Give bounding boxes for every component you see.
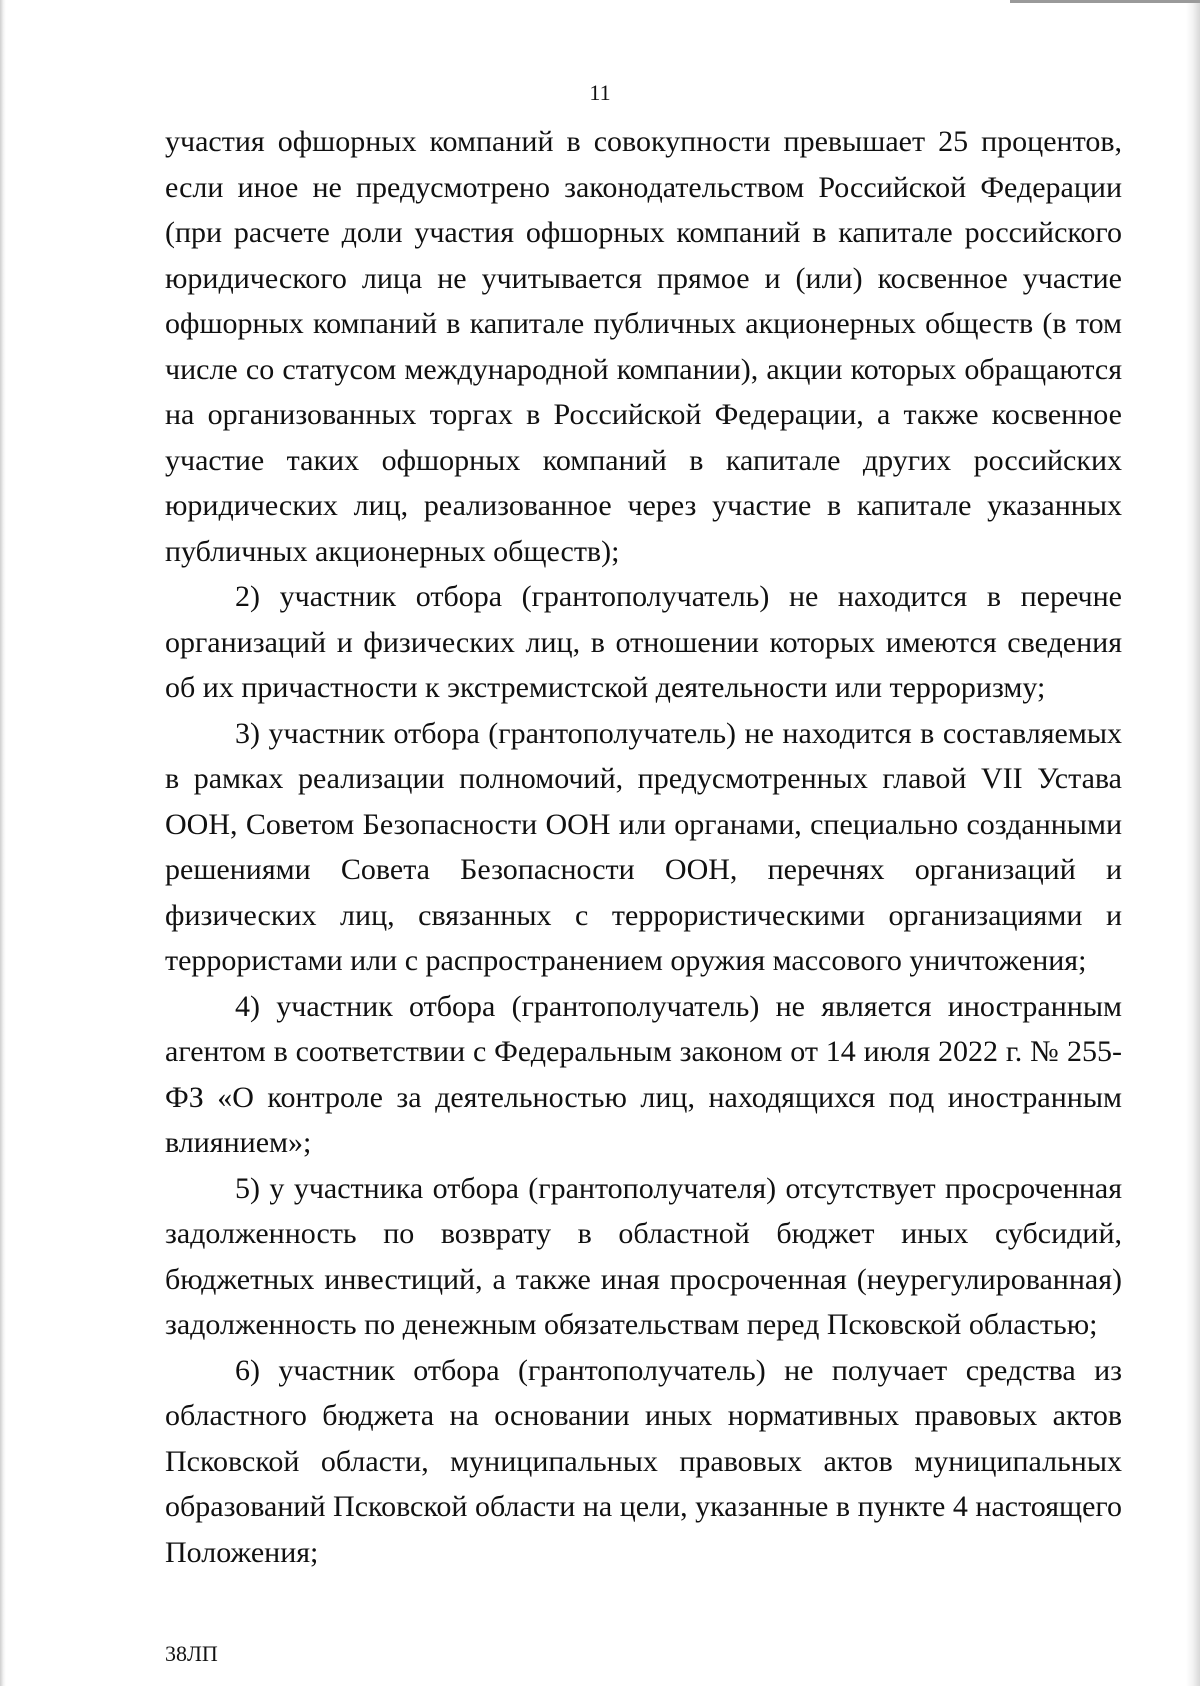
page-number: 11	[589, 80, 611, 105]
scan-edge-left	[0, 0, 6, 1686]
paragraph-item-3: 3) участник отбора (грантополучатель) не находится в составляемых в рамках реализации полномочий, предусмотренных главой VII Устава ООН, Советом Безопасности ООН или органами, специально созданными решениями Совета Безопасности ООН, перечнях организаций и физических лиц, связанных с террористическими организациями и террористами или с распространением оружия массового уничтожения;	[165, 716, 1122, 977]
paragraph-item-6: 6) участник отбора (грантополучатель) не получает средства из областного бюджета на основании иных нормативных правовых актов Псковской области, муниципальных правовых актов муниципальных образований Псковской области на цели, указанные в пункте 4 настоящего Положения;	[165, 1353, 1122, 1569]
scan-edge-top	[1010, 0, 1200, 3]
footer-document-code: 38ЛП	[165, 1641, 218, 1666]
paragraph-item-4: 4) участник отбора (грантополучатель) не является иностранным агентом в соответствии с Федеральным законом от 14 июля 2022 г. № 255-ФЗ «О контроле за деятельностью лиц, находящихся под иностранным влиянием»;	[165, 989, 1122, 1159]
scan-edge-right	[1186, 0, 1200, 1686]
paragraph-item-5: 5) у участника отбора (грантополучателя) отсутствует просроченная задолженность по возврату в областной бюджет иных субсидий, бюджетных инвестиций, а также иная просроченная (неурегулированная) задолженность по денежным обязательствам перед Псковской областью;	[165, 1171, 1122, 1341]
document-body	[165, 119, 1122, 1575]
paragraph-item-2: 2) участник отбора (грантополучатель) не находится в перечне организаций и физических лиц, в отношении которых имеются сведения об их причастности к экстремистской деятельности или терроризму;	[165, 580, 1122, 704]
paragraph-continuation: участия офшорных компаний в совокупности превышает 25 процентов, если иное не предусмотрено законодательством Российской Федерации (при расчете доли участия офшорных компаний в капитале российского юридического лица не учитывается прямое и (или) косвенное участие офшорных компаний в капитале публичных акционерных обществ (в том числе со статусом международной компании), акции которых обращаются на организованных торгах в Российской Федерации, а также косвенное участие таких офшорных компаний в капитале других российских юридических лиц, реализованное через участие в капитале указанных публичных акционерных обществ);	[165, 125, 1122, 568]
